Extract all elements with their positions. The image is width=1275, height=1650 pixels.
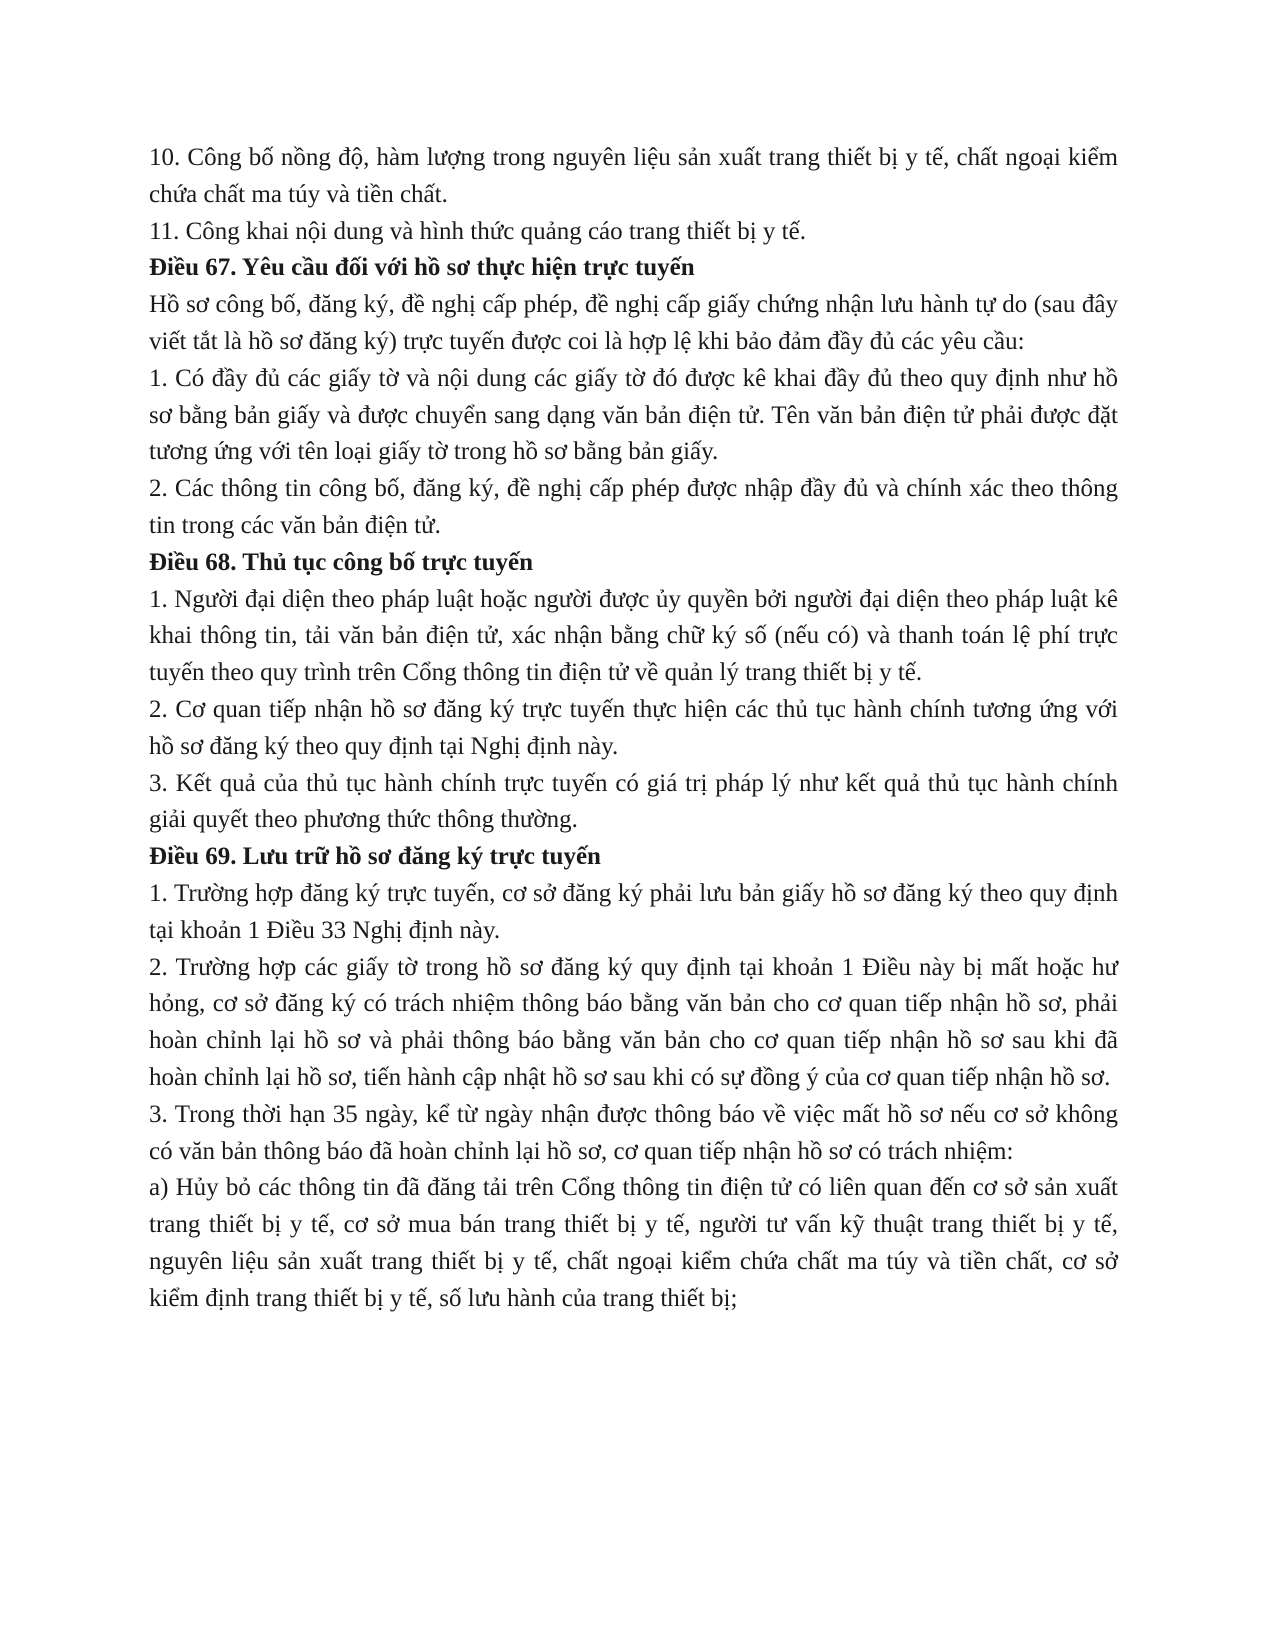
article-68-clause-1: 1. Người đại diện theo pháp luật hoặc người được ủy quyền bởi người đại diện theo pháp luật kê khai thông tin, tải văn bản điện tử, xác nhận bằng chữ ký số (nếu có) và thanh toán lệ phí trực tuyến theo quy trình trên Cổng thông tin điện tử về quản lý trang thiết bị y tế. xyxy=(149,585,1118,687)
article-69-clause-2: 2. Trường hợp các giấy tờ trong hồ sơ đăng ký quy định tại khoản 1 Điều này bị mất hoặc hư hỏng, cơ sở đăng ký có trách nhiệm thông báo bằng văn bản cho cơ quan tiếp nhận hồ sơ, phải hoàn chỉnh lại hồ sơ và phải thông báo bằng văn bản cho cơ quan tiếp nhận hồ sơ sau khi đã hoàn chỉnh lại hồ sơ, tiến hành cập nhật hồ sơ sau khi có sự đồng ý của cơ quan tiếp nhận hồ sơ. xyxy=(149,953,1118,1091)
article-69-clause-3: 3. Trong thời hạn 35 ngày, kể từ ngày nhận được thông báo về việc mất hồ sơ nếu cơ sở không có văn bản thông báo đã hoàn chỉnh lại hồ sơ, cơ quan tiếp nhận hồ sơ có trách nhiệm: xyxy=(149,1100,1118,1165)
article-67-intro: Hồ sơ công bố, đăng ký, đề nghị cấp phép, đề nghị cấp giấy chứng nhận lưu hành tự do (sau đây viết tắt là hồ sơ đăng ký) trực tuyến được coi là hợp lệ khi bảo đảm đầy đủ các yêu cầu: xyxy=(149,291,1118,355)
article-67-clause-2: 2. Các thông tin công bố, đăng ký, đề nghị cấp phép được nhập đầy đủ và chính xác theo thông tin trong các văn bản điện tử. xyxy=(149,475,1118,539)
article-67-heading: Điều 67. Yêu cầu đối với hồ sơ thực hiện trực tuyến xyxy=(149,254,695,282)
paragraph-item-10: 10. Công bố nồng độ, hàm lượng trong nguyên liệu sản xuất trang thiết bị y tế, chất ngoại kiểm chứa chất ma túy và tiền chất. xyxy=(149,144,1118,208)
article-68-heading: Điều 68. Thủ tục công bố trực tuyến xyxy=(149,548,534,576)
article-69-clause-3a: a) Hủy bỏ các thông tin đã đăng tải trên Cổng thông tin điện tử có liên quan đến cơ sở sản xuất trang thiết bị y tế, cơ sở mua bán trang thiết bị y tế, người tư vấn kỹ thuật trang thiết bị y tế, nguyên liệu sản xuất trang thiết bị y tế, chất ngoại kiểm chứa chất ma túy và tiền chất, cơ sở kiểm định trang thiết bị y tế, số lưu hành của trang thiết bị; xyxy=(149,1174,1118,1312)
article-67-clause-1: 1. Có đầy đủ các giấy tờ và nội dung các giấy tờ đó được kê khai đầy đủ theo quy định như hồ sơ bằng bản giấy và được chuyển sang dạng văn bản điện tử. Tên văn bản điện tử phải được đặt tương ứng với tên loại giấy tờ trong hồ sơ bằng bản giấy. xyxy=(149,364,1118,466)
paragraph-item-11: 11. Công khai nội dung và hình thức quảng cáo trang thiết bị y tế. xyxy=(149,217,806,245)
article-68-clause-2: 2. Cơ quan tiếp nhận hồ sơ đăng ký trực tuyến thực hiện các thủ tục hành chính tương ứng với hồ sơ đăng ký theo quy định tại Nghị định này. xyxy=(149,695,1118,760)
document-page xyxy=(149,140,1118,1318)
article-68-clause-3: 3. Kết quả của thủ tục hành chính trực tuyến có giá trị pháp lý như kết quả thủ tục hành chính giải quyết theo phương thức thông thường. xyxy=(149,769,1118,834)
article-69-heading: Điều 69. Lưu trữ hồ sơ đăng ký trực tuyến xyxy=(149,843,601,871)
article-69-clause-1: 1. Trường hợp đăng ký trực tuyến, cơ sở đăng ký phải lưu bản giấy hồ sơ đăng ký theo quy định tại khoản 1 Điều 33 Nghị định này. xyxy=(149,879,1118,944)
